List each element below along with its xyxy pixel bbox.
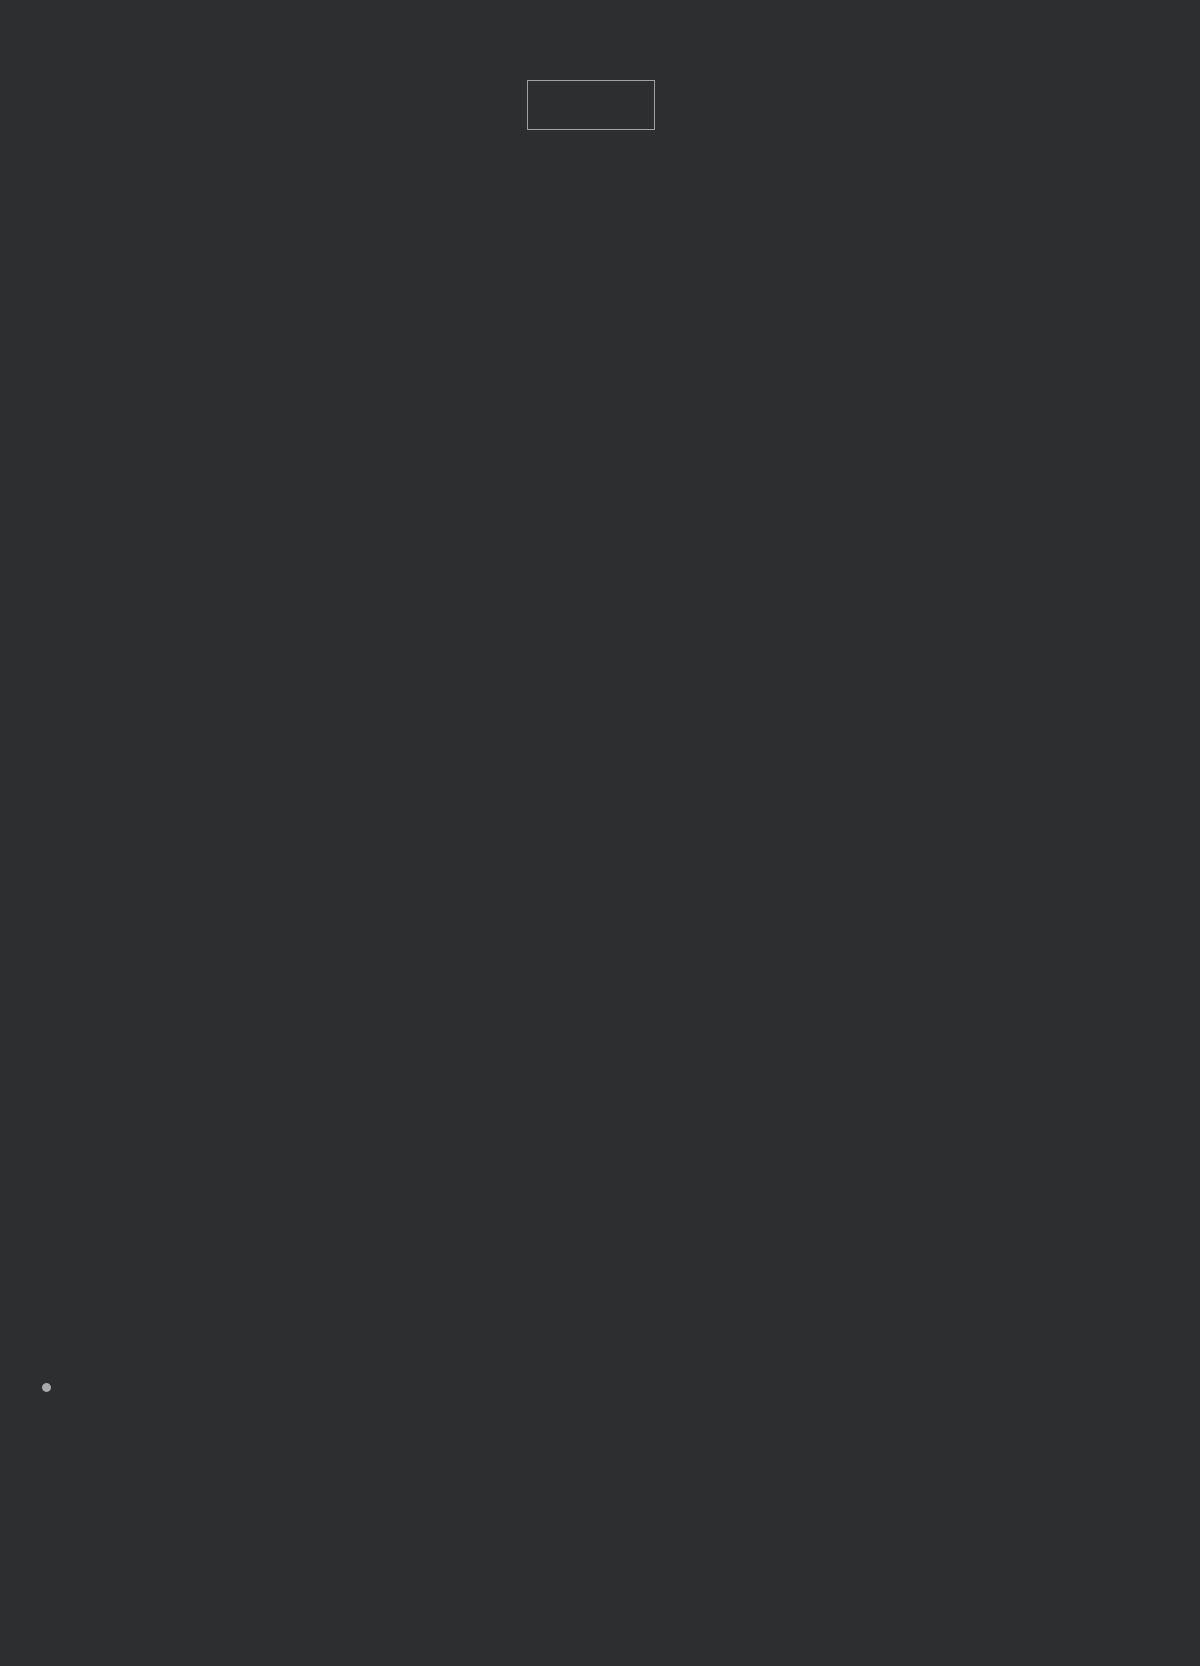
legend-dot-note-row	[41, 1379, 511, 1398]
special-fastness-dot-icon	[41, 1379, 69, 1398]
brand-logo	[527, 80, 655, 130]
qualities-panel	[521, 1375, 1146, 1376]
legend	[41, 1375, 511, 1398]
